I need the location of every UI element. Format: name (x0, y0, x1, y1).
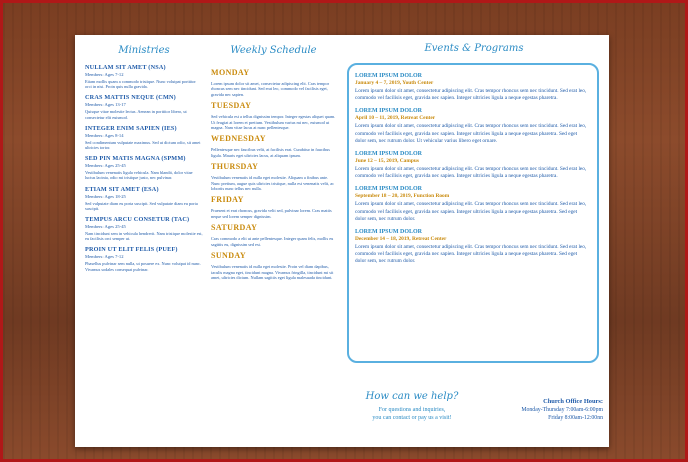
ministry-members: Members: Ages 8-14 (85, 132, 124, 138)
day-name: FRIDAY (211, 195, 244, 205)
day-name: SATURDAY (211, 223, 258, 233)
schedule-column (211, 35, 336, 284)
schedule-heading: Weekly Schedule (230, 45, 317, 56)
event-item (355, 151, 589, 180)
ministries-column (85, 35, 203, 277)
ministry-item (85, 64, 203, 89)
event-date: April 10 – 11, 2019, Retreat Center (355, 115, 436, 122)
schedule-day (211, 134, 336, 158)
ministry-description: Sed vulputate diam eu porta suscipit. Sed vulputate diam eu porta suscipit. (85, 200, 198, 211)
day-description: Praesent et erat rhoncus, gravida velit sed, pulvinar lorem. Cras mattis neque sed lorem semper dignissim. (211, 208, 332, 219)
event-item (355, 73, 589, 102)
day-description: Vestibulum venenatis id nulla eget molestie. Aliquam a finibus ante. Nunc pretium, augue quis ultricies tristique, nulla est venenatis velit, ac lobortis nunc tellus nec nulla. (211, 175, 335, 192)
day-description: Vestibulum venenatis id nulla eget molestie. Proin vel diam dapibus, iaculis magna eget, tincidunt magna. Vivamus fringilla, tincidunt mi sit amet, ultricies dictum. Nullam sagittis eget ligula malesuada tincidunt. (211, 264, 334, 280)
ministry-members: Members: Ages 25-45 (85, 163, 126, 169)
event-item (355, 186, 589, 223)
events-column (347, 35, 601, 62)
help-line: For questions and inquiries, (378, 407, 446, 413)
ministries-heading: Ministries (118, 45, 170, 56)
office-hours-line: Friday 8:00am-12:00nn (548, 415, 603, 421)
ministry-item (85, 155, 203, 180)
event-title: LOREM IPSUM DOLOR (355, 151, 423, 158)
ministry-description: Phasellus pulvinar sem nulla, ut posuere ex. Nunc volutpat id nunc. Vivamus sodales consequat pulvinar. (85, 261, 201, 272)
ministry-title: NULLAM SIT AMET (NSA) (85, 64, 166, 71)
day-name: TUESDAY (211, 101, 252, 111)
event-date: January 4 – 7, 2019, Youth Center (355, 80, 434, 86)
event-item (355, 229, 589, 266)
schedule-day (211, 68, 336, 97)
schedule-day (211, 251, 336, 280)
ministry-members: Members: Ages 13-17 (85, 102, 126, 108)
event-date: June 12 – 15, 2019, Campus (355, 158, 419, 165)
ministry-description: Quisque vitae molestie lectus. Aenean in porttitor libero, ut consectetur elit euismod. (85, 109, 187, 120)
help-heading: How can we help? (365, 391, 459, 402)
day-description: Lorem ipsum dolor sit amet, consectetur adipiscing elit. Cras tempor rhoncus sem nec tincidunt. Sed erat leo, commodo vel facilisis eget, gravida nec sapien. (211, 81, 330, 97)
events-box (347, 63, 599, 363)
office-hours-line: Monday-Thursday 7:00am-6:00pm (521, 407, 603, 413)
day-name: MONDAY (211, 68, 250, 77)
ministry-title: INTEGER ENIM SAPIEN (IES) (85, 124, 177, 132)
events-heading: Events & Programs (424, 43, 524, 54)
day-name: SUNDAY (211, 251, 247, 261)
ministry-members: Members: Ages 7-12 (85, 254, 124, 260)
event-description: Lorem ipsum dolor sit amet, consectetur adipiscing elit. Cras tempor rhoncus sem nec tincidunt. Sed erat leo, commodo vel facilisis eget, gravida nec sapien. Integer ultricies ligula a neque egestas pharetra. Sed eget dolor sem, nec rutrum dolor. Ut vehicular varius libero eget ornare. (355, 123, 587, 144)
event-item (355, 108, 589, 145)
event-title: LOREM IPSUM DOLOR (355, 73, 423, 79)
schedule-day (211, 195, 336, 219)
ministry-members: Members: Ages 25-45 (85, 224, 126, 230)
ministry-title: ETIAM SIT AMET (ESA) (85, 185, 159, 193)
ministry-title: TEMPUS ARCU CONSETUR (TAC) (85, 216, 190, 224)
day-description: Pellentesque nec faucibus velit, at facilisis erat. Curabitur in faucibus ligula. Mauris eget ultricies lacus, at aliquam ipsum. (211, 147, 330, 158)
event-description: Lorem ipsum dolor sit amet, consectetur adipiscing elit. Cras tempor rhoncus sem nec tincidunt. Sed erat leo, commodo vel facilisis eget, gravida nec sapien. Integer ultricies ligula a neque egestas pharetra. Sed eget dolor sem, nec rutrum dolor. (355, 244, 587, 265)
event-description: Lorem ipsum dolor sit amet, consectetur adipiscing elit. Cras tempor rhoncus sem nec tincidunt. Sed erat leo, commodo vel facilisis eget, gravida nec sapien. Integer ultricies ligula a neque egestas pharetra. Sed eget dolor sem, nec rutrum dolor. (355, 201, 587, 222)
ministry-item (85, 94, 203, 119)
brochure-page (75, 35, 609, 447)
schedule-day (211, 101, 336, 130)
ministry-description: Vestibulum venenatis ligula vehicula. Nam blandit, dolor vitae luctus lacinia, odio mi tristique justo, nec pulvinar. (85, 170, 193, 181)
day-description: Cras commodo a elit ut ante pellentesque. Integer quam felis, mollis eu sagittis eu, dignissim sed est. (211, 236, 334, 247)
office-hours-title: Church Office Hours: (543, 398, 603, 405)
day-name: THURSDAY (211, 162, 259, 172)
event-date: December 14 – 18, 2019, Retreat Center (355, 236, 447, 243)
help-section (347, 391, 477, 422)
ministry-description: Sed condimentum vulputate maximus. Sed ut dictum odio, sit amet ultricies tortor. (85, 139, 201, 151)
schedule-day (211, 223, 336, 247)
ministry-title: PROIN UT ELIT FELIS (PUEF) (85, 246, 178, 254)
ministry-title: SED PIN MATIS MAGNA (SPMM) (85, 155, 186, 163)
event-title: LOREM IPSUM DOLOR (355, 108, 423, 115)
event-date: September 18 – 20, 2019, Function Room (355, 193, 450, 200)
day-description: Sed vehicula est a tellus dignissim tempor. Integer egestas aliquet quam. Ut feugiat at lorem et pretium. Vestibulum varius mi nec, euismod ut magna. Nam vitae lacus at nunc pellentesque. (211, 114, 336, 131)
day-name: WEDNESDAY (211, 134, 266, 144)
ministry-description: Nam tincidunt sem in vehicula hendrerit. Nam tristique molestie est, eu facilisis orci semper ut. (85, 231, 203, 242)
ministry-members: Members: Ages 18-25 (85, 193, 126, 199)
ministry-item (85, 216, 203, 241)
event-description: Lorem ipsum dolor sit amet, consectetur adipiscing elit. Cras tempor rhoncus sem nec tincidunt. Sed erat leo, commodo vel facilisis eget, gravida nec sapien. Integer ultricies ligula a neque egestas pharetra. (355, 166, 587, 180)
ministry-description: Etiam mollis quam a commodo tristique. Nunc volutpat porttitor orci in nisi. Proin quis nulla gravida. (85, 79, 196, 90)
ministry-members: Members: Ages 7-12 (85, 72, 124, 77)
ministry-title: CRAS MATTIS NEQUE (CMN) (85, 94, 176, 102)
event-description: Lorem ipsum dolor sit amet, consectetur adipiscing elit. Cras tempor rhoncus sem nec tincidunt. Sed erat leo, commodo vel facilisis eget, gravida nec sapien. Integer ultricies ligula a neque egestas pharetra. (355, 88, 587, 102)
ministry-item (85, 125, 203, 150)
schedule-day (211, 162, 336, 191)
event-title: LOREM IPSUM DOLOR (355, 186, 423, 193)
event-title: LOREM IPSUM DOLOR (355, 229, 423, 236)
help-line: you can contact or pay us a visit! (372, 415, 452, 421)
ministry-item (85, 186, 203, 211)
office-hours (479, 398, 603, 422)
ministry-item (85, 246, 203, 271)
